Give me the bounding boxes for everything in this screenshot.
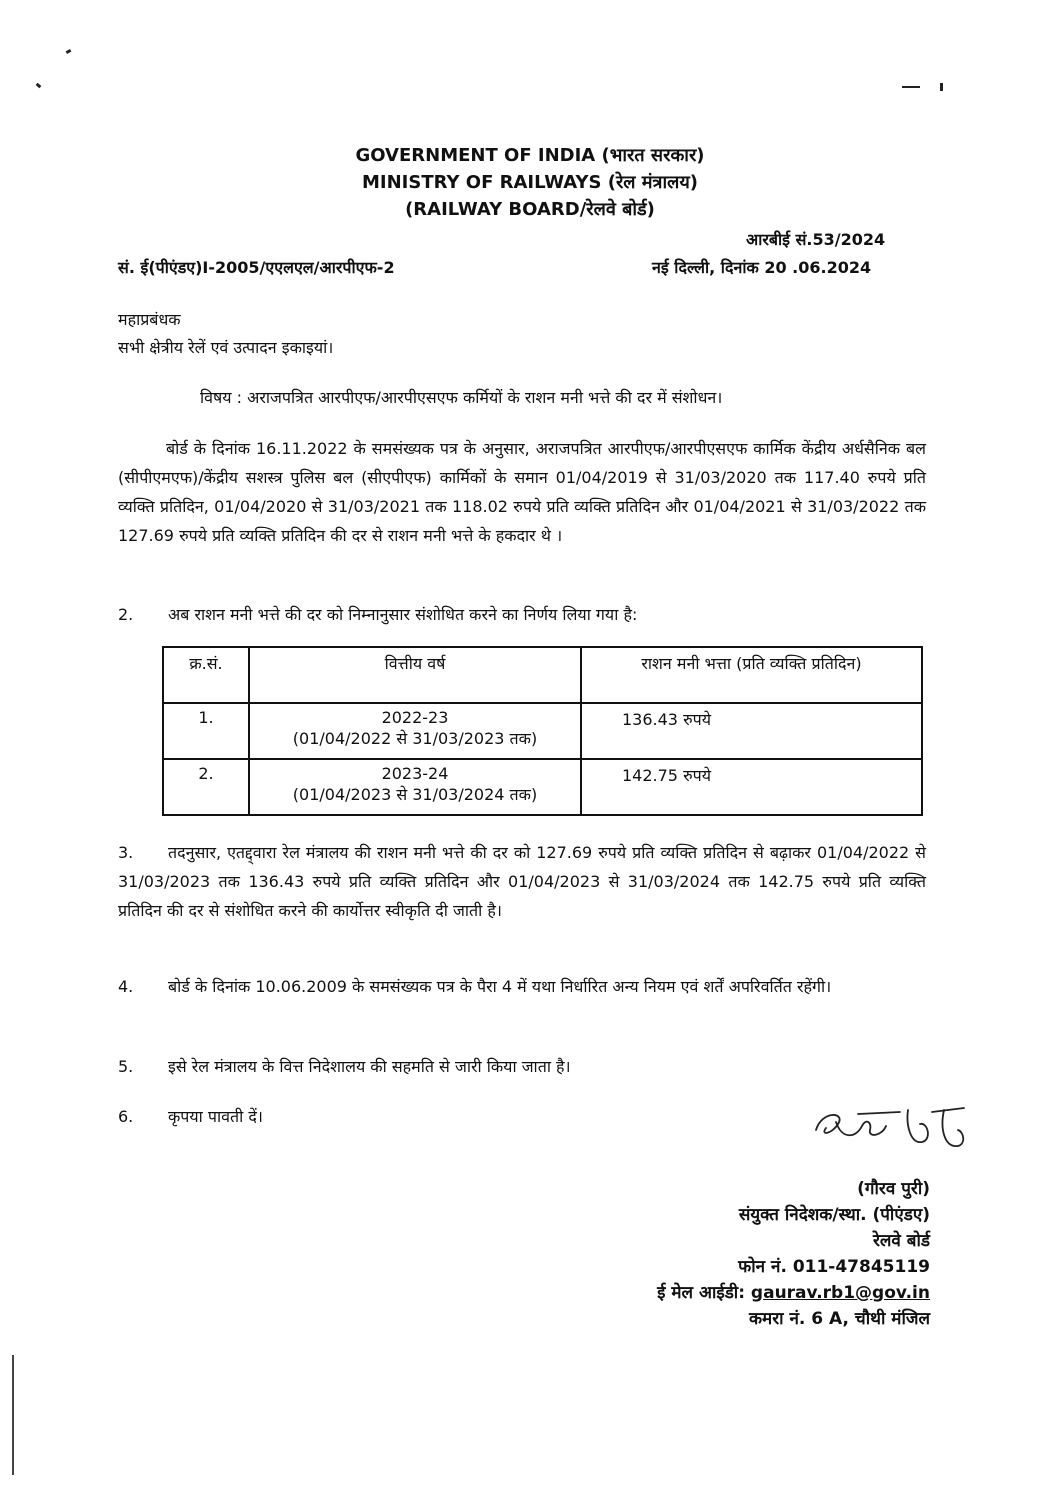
signatory-email-line <box>657 1280 930 1306</box>
paragraph-6-text: कृपया पावती दें। <box>168 1107 263 1126</box>
table-cell-sno: 1. <box>163 703 249 759</box>
addressee-title: महाप्रबंधक <box>118 310 181 329</box>
letter-date: नई दिल्ली, दिनांक 20 .06.2024 <box>652 258 872 277</box>
paragraph-2-number: 2. <box>118 605 134 624</box>
paragraph-2-text: अब राशन मनी भत्ते की दर को निम्नानुसार संशोधित करने का निर्णय लिया गया है: <box>168 605 638 624</box>
signatory-phone: फोन नं. 011-47845119 <box>738 1257 930 1277</box>
table-cell-year <box>249 759 581 815</box>
paragraph-3-text: तदनुसार, एतद्द्वारा रेल मंत्रालय की राशन मनी भत्ते की दर को 127.69 रुपये प्रति व्यक्ति प्रतिदिन से बढ़ाकर 01/04/2022 से 31/03/2023 तक 136.43 रुपये प्रति व्यक्ति प्रतिदिन और 01/04/2023 से 31/03/2024 तक 142.75 रुपये प्रति व्यक्ति प्रतिदिन की दर से संशोधित करने की कार्योत्तर स्वीकृति दी जाती है। <box>118 843 926 920</box>
signatory-designation: संयुक्त निदेशक/स्था. (पीएंडए) <box>738 1205 930 1225</box>
header-line-3: (RAILWAY BOARD/रेलवे बोर्ड) <box>405 199 655 220</box>
table-header-year: वित्तीय वर्ष <box>249 647 581 703</box>
paragraph-5 <box>118 1052 926 1081</box>
signatory-email-link[interactable]: gaurav.rb1@gov.in <box>750 1283 930 1303</box>
table-header-allowance: राशन मनी भत्ता (प्रति व्यक्ति प्रतिदिन) <box>581 647 922 703</box>
table-year-label: 2022-23 <box>381 708 449 727</box>
signatory-room: कमरा नं. 6 A, चौथी मंजिल <box>749 1309 930 1329</box>
paragraph-3 <box>118 838 926 925</box>
paragraph-6-number: 6. <box>118 1107 134 1126</box>
paragraph-4 <box>118 972 926 1001</box>
table-year-period: (01/04/2023 से 31/03/2024 तक) <box>292 785 538 804</box>
table-year-period: (01/04/2022 से 31/03/2023 तक) <box>292 729 538 748</box>
ration-money-table <box>162 646 923 816</box>
paragraph-4-text: बोर्ड के दिनांक 10.06.2009 के समसंख्यक पत्र के पैरा 4 में यथा निर्धारित अन्य नियम एवं शर्तें अपरिवर्तित रहेंगी। <box>168 977 832 996</box>
table-header-row <box>163 647 922 703</box>
signatory-email-label: ई मेल आईडी: <box>657 1283 751 1303</box>
addressee-units: सभी क्षेत्रीय रेलें एवं उत्पादन इकाइयां। <box>118 338 334 357</box>
table-row <box>163 759 922 815</box>
scan-mark <box>66 49 72 54</box>
header-line-2: MINISTRY OF RAILWAYS (रेल मंत्रालय) <box>361 172 699 193</box>
file-number: सं. ई(पीएंडए)I-2005/एएलएल/आरपीएफ-2 <box>118 258 395 277</box>
paragraph-4-number: 4. <box>118 977 134 996</box>
paragraph-3-number: 3. <box>118 843 134 862</box>
paragraph-1: बोर्ड के दिनांक 16.11.2022 के समसंख्यक पत्र के अनुसार, अराजपत्रित आरपीएफ/आरपीएसएफ कार्मिक केंद्रीय अर्धसैनिक बल (सीपीएमएफ)/केंद्रीय सशस्त्र पुलिस बल (सीएपीएफ) कार्मिकों के समान 01/04/2019 से 31/03/2020 तक 117.40 रुपये प्रति व्यक्ति प्रतिदिन, 01/04/2020 से 31/03/2021 तक 118.02 रुपये प्रति व्यक्ति प्रतिदिन और 01/04/2021 से 31/03/2022 तक 127.69 रुपये प्रति व्यक्ति प्रतिदिन की दर से राशन मनी भत्ते के हकदार थे । <box>118 439 926 545</box>
rbe-number: आरबीई सं.53/2024 <box>746 230 886 249</box>
header-line-1: GOVERNMENT OF INDIA (भारत सरकार) <box>355 145 705 166</box>
subject-line: विषय : अराजपत्रित आरपीएफ/आरपीएसएफ कर्मियों के राशन मनी भत्ते की दर में संशोधन। <box>200 388 723 407</box>
table-cell-sno: 2. <box>163 759 249 815</box>
table-year-label: 2023-24 <box>381 764 449 783</box>
scan-mark <box>12 1355 14 1475</box>
scan-mark <box>902 86 920 88</box>
table-header-sno: क्र.सं. <box>163 647 249 703</box>
signatory-block <box>657 1176 930 1332</box>
scan-mark <box>36 83 42 89</box>
signatory-office: रेलवे बोर्ड <box>872 1231 930 1251</box>
signatory-name: (गौरव पुरी) <box>857 1179 930 1199</box>
paragraph-5-number: 5. <box>118 1057 134 1076</box>
table-row <box>163 703 922 759</box>
paragraph-2 <box>118 600 926 629</box>
paragraph-5-text: इसे रेल मंत्रालय के वित्त निदेशालय की सहमति से जारी किया जाता है। <box>168 1057 571 1076</box>
scan-mark <box>940 83 943 91</box>
signature-image <box>812 1100 972 1160</box>
table-cell-year <box>249 703 581 759</box>
table-cell-amount: 142.75 रुपये <box>581 759 922 815</box>
paragraph-6 <box>118 1102 926 1131</box>
table-cell-amount: 136.43 रुपये <box>581 703 922 759</box>
